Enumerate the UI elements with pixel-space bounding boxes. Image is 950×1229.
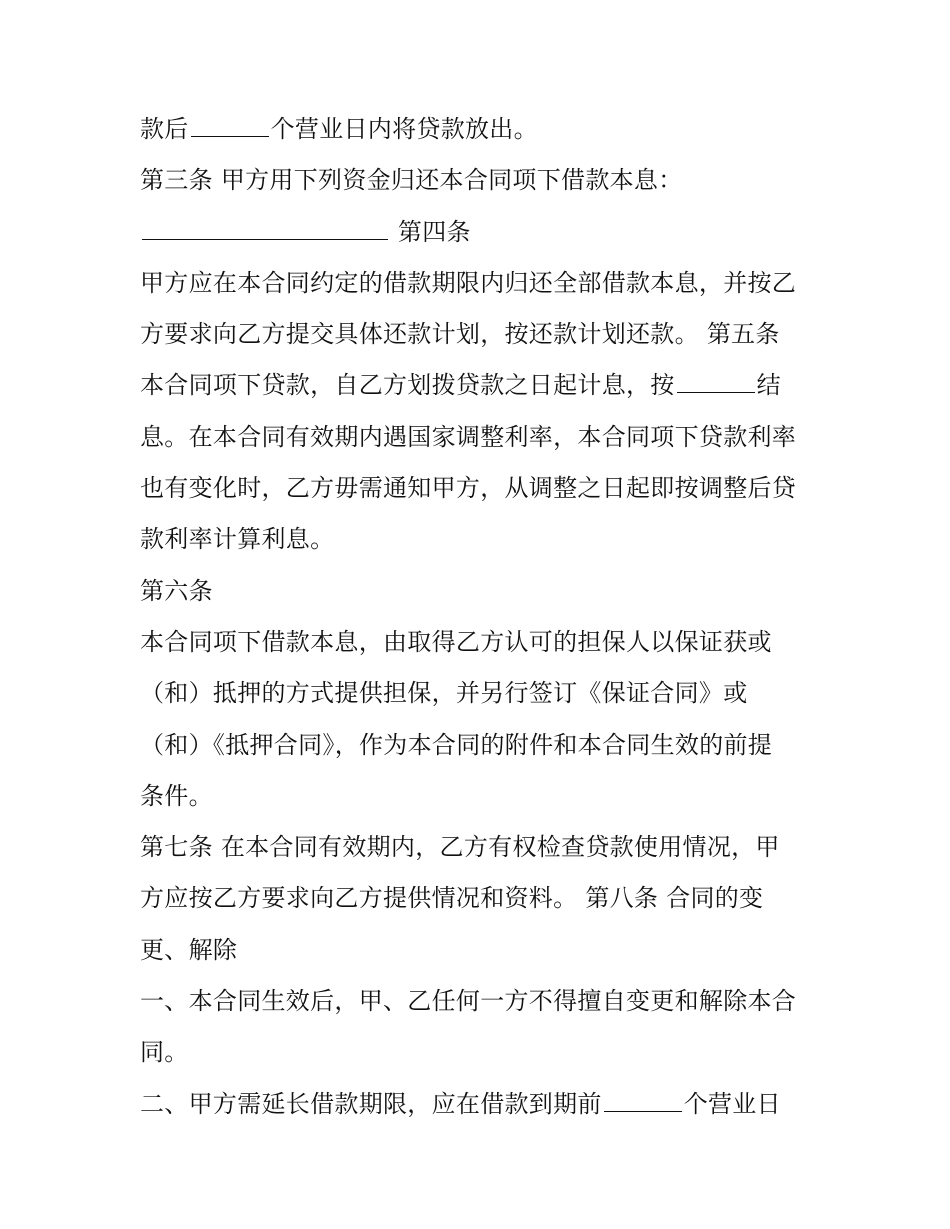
text-line: （和）《抵押合同》，作为本合同的附件和本合同生效的前提 [140, 730, 773, 759]
text-line: 第七条 在本合同有效期内，乙方有权检查贷款使用情况，甲 [140, 833, 780, 862]
contract-text [140, 104, 820, 1130]
text-line: （和）抵押的方式提供担保，并另行签订《保证合同》或 [140, 679, 748, 708]
text-line: 条件。 [140, 781, 213, 810]
text-line: 更、解除 [140, 935, 238, 964]
text-line: 款后 个营业日内将贷款放出。 [140, 115, 538, 143]
text-line: 本合同项下借款本息，由取得乙方认可的担保人以保证获或 [140, 627, 772, 656]
text-line: 款利率计算利息。 [140, 525, 335, 554]
fill-in-blank [191, 118, 269, 137]
text-line: 也有变化时，乙方毋需通知甲方，从调整之日起即按调整后贷 [140, 474, 797, 503]
text-line: 第三条 甲方用下列资金归还本合同项下借款本息： [140, 166, 683, 195]
fill-in-blank [677, 374, 755, 393]
text-line: 二、甲方需延长借款期限，应在借款到期前 个营业日 [140, 1089, 781, 1118]
text-line: 方要求向乙方提交具体还款计划，按还款计划还款。 第五条 [140, 320, 780, 349]
article-heading: 第六条 [140, 576, 213, 605]
text-line: 本合同项下贷款，自乙方划拨贷款之日起计息，按 结 [140, 371, 781, 400]
text-line: 息。在本合同有效期内遇国家调整利率，本合同项下贷款利率 [140, 422, 797, 451]
text-line: 第四条 [140, 207, 820, 258]
text-line: 一、本合同生效后，甲、乙任何一方不得擅自变更和解除本合 [140, 987, 797, 1016]
fill-in-blank [142, 221, 388, 240]
text-line: 同。 [140, 1038, 189, 1067]
text-line: 甲方应在本合同约定的借款期限内归还全部借款本息，并按乙 [140, 268, 797, 297]
text-line: 方应按乙方要求向乙方提供情况和资料。 第八条 合同的变 [140, 884, 764, 913]
fill-in-blank [604, 1093, 682, 1112]
